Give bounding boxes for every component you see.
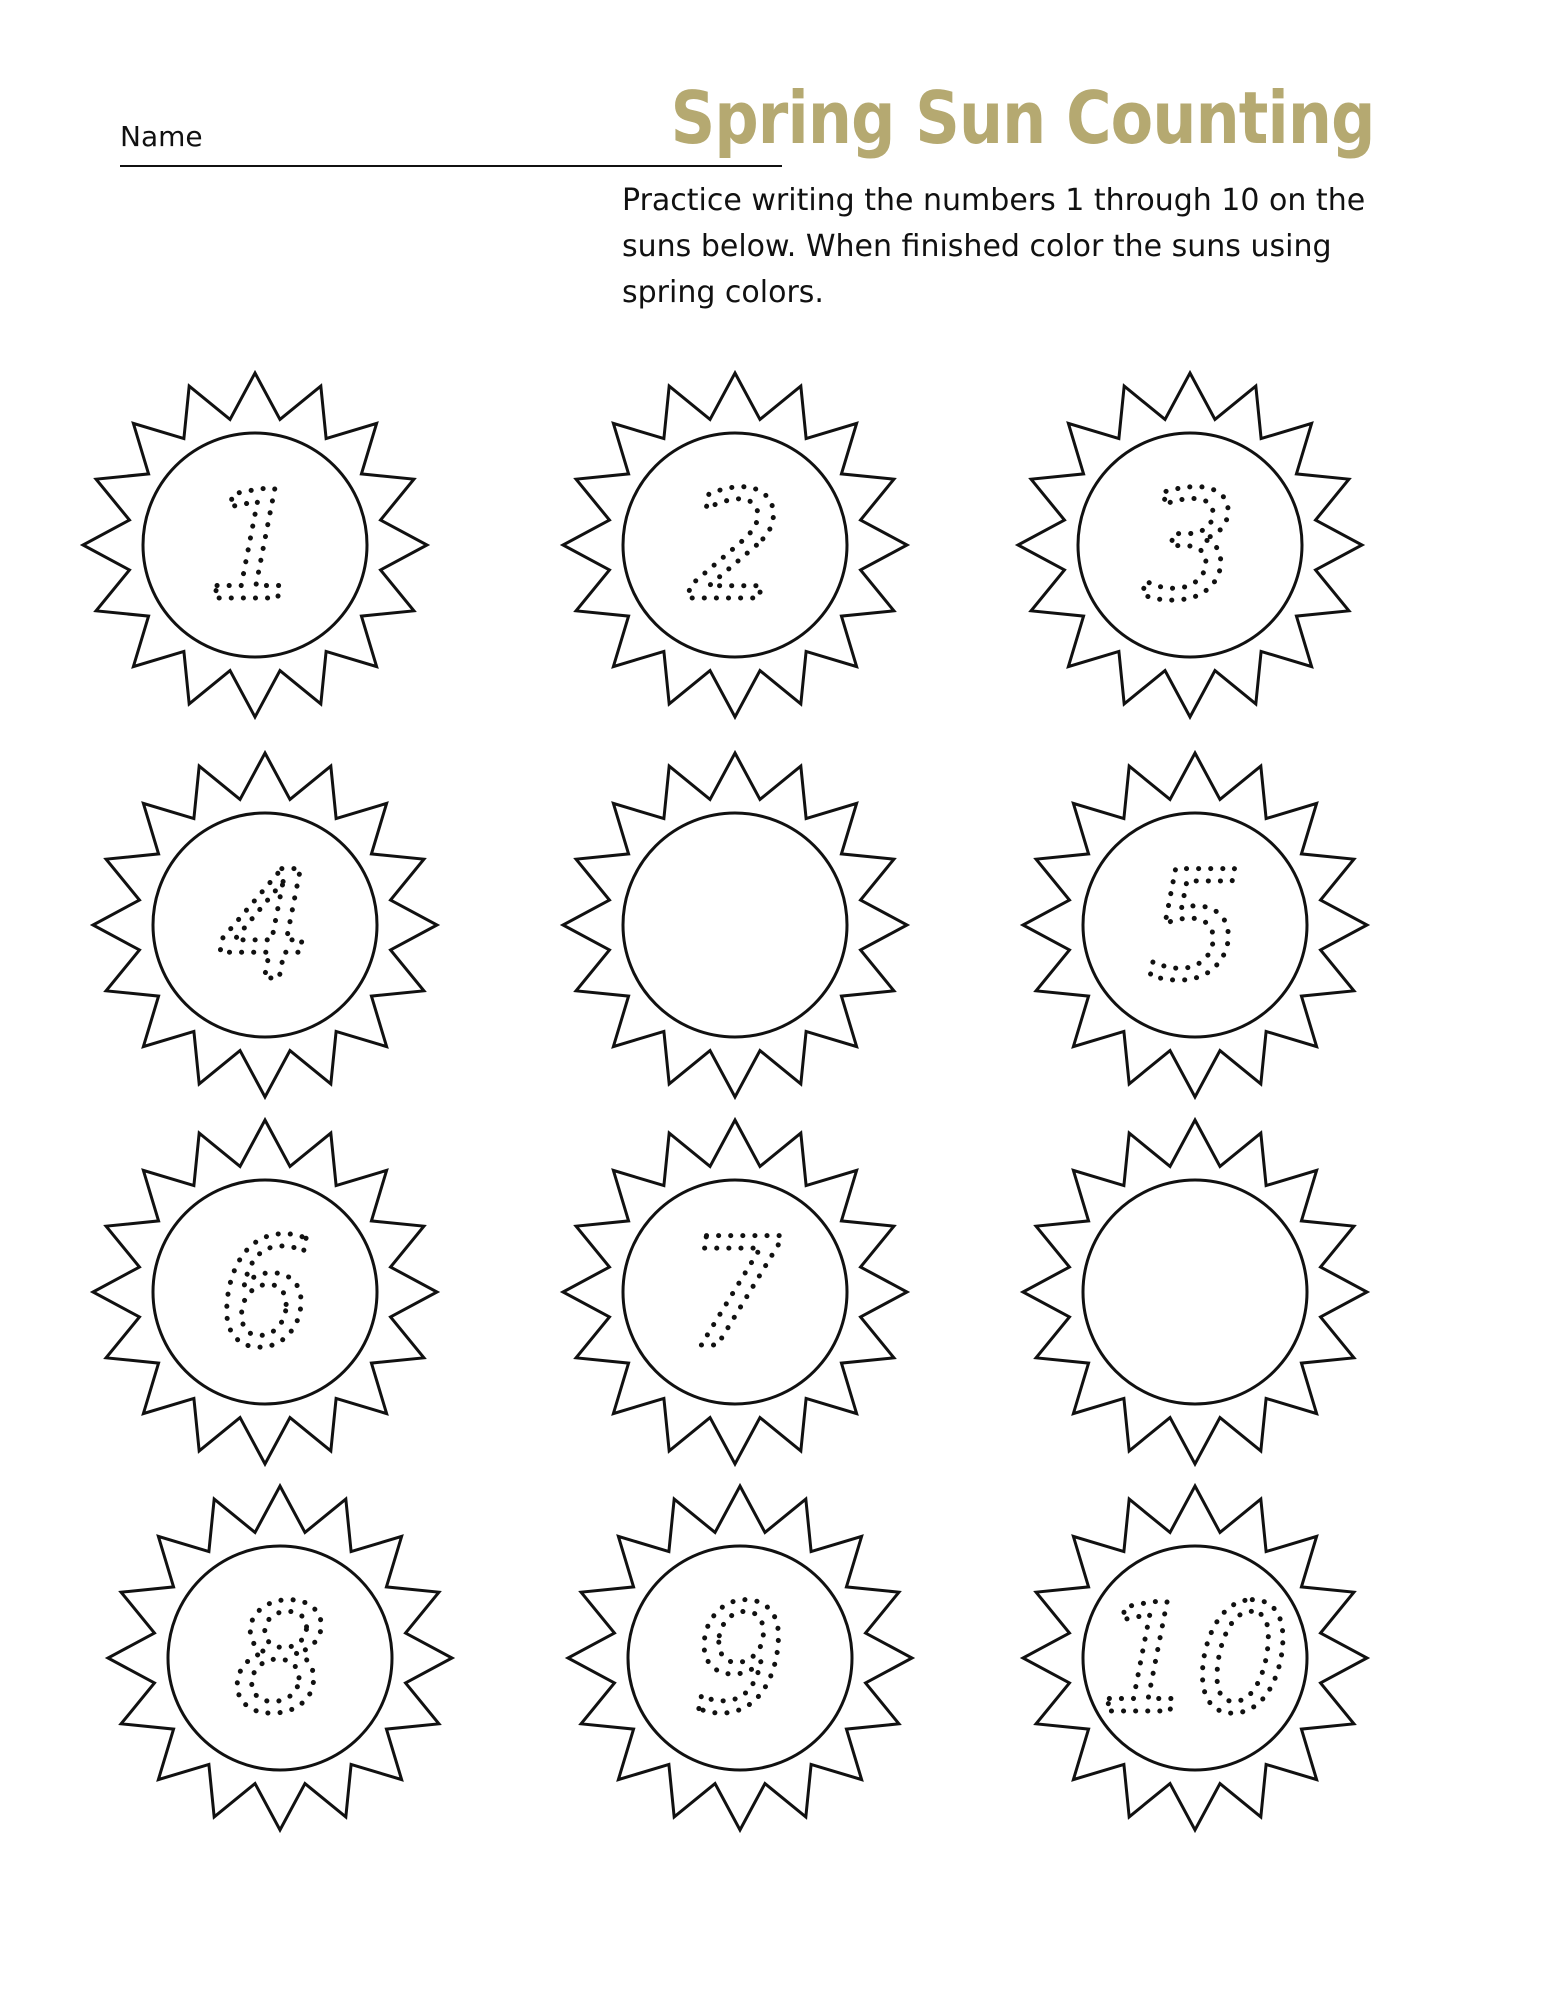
dotted-number: 3: [1142, 460, 1238, 634]
sun-circle: [623, 813, 847, 1037]
sun-drawing: [1010, 365, 1370, 725]
dotted-number: 4: [217, 840, 313, 1014]
sun-drawing: [1015, 1112, 1375, 1472]
dotted-number: 2: [687, 460, 783, 634]
sun-circle: [1083, 1180, 1307, 1404]
sun-12[interactable]: [1015, 1478, 1375, 1838]
sun-7[interactable]: [85, 1112, 445, 1472]
name-label: Name: [120, 120, 203, 153]
sun-drawing: [555, 365, 915, 725]
sun-9[interactable]: [1015, 1112, 1375, 1472]
sun-10[interactable]: [100, 1478, 460, 1838]
sun-3[interactable]: [1010, 365, 1370, 725]
sun-drawing: [1015, 745, 1375, 1105]
sun-6[interactable]: [1015, 745, 1375, 1105]
sun-drawing: [75, 365, 435, 725]
dotted-number: 8: [232, 1573, 328, 1747]
dotted-number: 10: [1099, 1573, 1291, 1747]
dotted-number: 7: [687, 1207, 783, 1381]
sun-drawing: [555, 1112, 915, 1472]
sun-1[interactable]: [75, 365, 435, 725]
name-line[interactable]: [120, 165, 782, 167]
sun-5[interactable]: [555, 745, 915, 1105]
sun-drawing: [85, 745, 445, 1105]
worksheet-title: Spring Sun Counting: [670, 76, 1375, 160]
instructions-text: Practice writing the numbers 1 through 10 on the suns below. When finished color the suns using spring colors.: [622, 183, 1366, 310]
dotted-number: 5: [1147, 840, 1243, 1014]
dotted-number: 6: [217, 1207, 313, 1381]
sun-8[interactable]: [555, 1112, 915, 1472]
dotted-number: 1: [207, 460, 303, 634]
sun-drawing: [560, 1478, 920, 1838]
sun-drawing: [555, 745, 915, 1105]
sun-drawing: [100, 1478, 460, 1838]
sun-11[interactable]: [560, 1478, 920, 1838]
sun-drawing: [1015, 1478, 1375, 1838]
dotted-number: 9: [692, 1573, 788, 1747]
sun-2[interactable]: [555, 365, 915, 725]
sun-drawing: [85, 1112, 445, 1472]
sun-4[interactable]: [85, 745, 445, 1105]
